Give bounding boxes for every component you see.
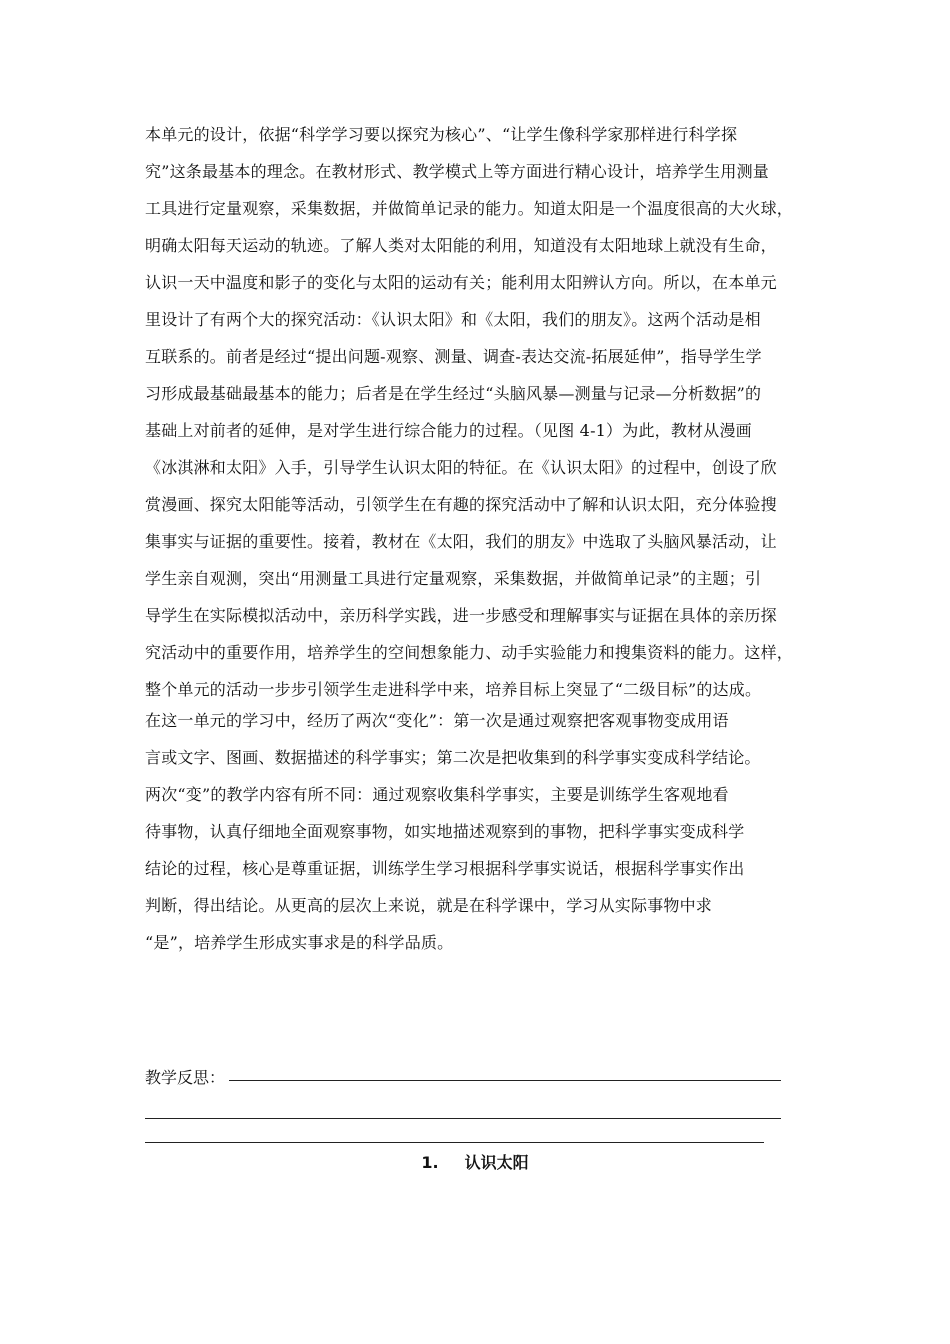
text-line: 整个单元的活动一步步引领学生走进科学中来，培养目标上突显了“二级目标”的达成。 bbox=[145, 680, 762, 699]
text-line: 工具进行定量观察，采集数据，并做简单记录的能力。知道太阳是一个温度很高的大火球， bbox=[145, 199, 794, 218]
reflection-blank-line bbox=[145, 1142, 764, 1143]
text-line: 里设计了有两个大的探究活动：《认识太阳》和《太阳，我们的朋友》。这两个活动是相 bbox=[145, 310, 761, 329]
text-line: “是”，培养学生形成实事求是的科学品质。 bbox=[145, 933, 454, 952]
text-line: 判断，得出结论。从更高的层次上来说，就是在科学课中，学习从实际事物中求 bbox=[145, 896, 713, 915]
text-line: 认识一天中温度和影子的变化与太阳的运动有关；能利用太阳辨认方向。所以，在本单元 bbox=[145, 273, 777, 292]
text-line: 结论的过程，核心是尊重证据，训练学生学习根据科学事实说话，根据科学事实作出 bbox=[145, 859, 745, 878]
text-line: 两次“变”的教学内容有所不同：通过观察收集科学事实，主要是训练学生客观地看 bbox=[145, 785, 729, 804]
text-line: 基础上对前者的延伸，是对学生进行综合能力的过程。（见图 4-1）为此，教材从漫画 bbox=[145, 421, 752, 440]
text-line: 待事物，认真仔细地全面观察事物，如实地描述观察到的事物，把科学事实变成科学 bbox=[145, 822, 745, 841]
reflection-blank-line bbox=[145, 1118, 781, 1119]
text-line: 赏漫画、探究太阳能等活动，引领学生在有趣的探究活动中了解和认识太阳，充分体验搜 bbox=[145, 495, 777, 514]
text-line: 导学生在实际模拟活动中，亲历科学实践，进一步感受和理解事实与证据在具体的亲历探 bbox=[145, 606, 777, 625]
text-line: 本单元的设计，依据“科学学习要以探究为核心”、“让学生像科学家那样进行科学探 bbox=[145, 125, 738, 144]
text-line: 究活动中的重要作用，培养学生的空间想象能力、动手实验能力和搜集资料的能力。这样， bbox=[145, 643, 794, 662]
text-line: 学生亲自观测，突出“用测量工具进行定量观察，采集数据，并做简单记录”的主题；引 bbox=[145, 569, 762, 588]
section-title-text: 认识太阳 bbox=[464, 1153, 529, 1172]
text-line: 《冰淇淋和太阳》入手，引导学生认识太阳的特征。在《认识太阳》的过程中，创设了欣 bbox=[145, 458, 777, 477]
text-line: 究”这条最基本的理念。在教材形式、教学模式上等方面进行精心设计，培养学生用测量 bbox=[145, 162, 769, 181]
reflection-label: 教学反思： bbox=[145, 1068, 226, 1087]
text-line: 集事实与证据的重要性。接着，教材在《太阳，我们的朋友》中选取了头脑风暴活动，让 bbox=[145, 532, 777, 551]
text-line: 在这一单元的学习中，经历了两次“变化”：第一次是通过观察把客观事物变成用语 bbox=[145, 711, 729, 730]
text-line: 言或文字、图画、数据描述的科学事实；第二次是把收集到的科学事实变成科学结论。 bbox=[145, 748, 761, 767]
section-heading bbox=[0, 1153, 950, 1173]
section-number: 1. bbox=[421, 1153, 439, 1172]
reflection-blank-line bbox=[229, 1080, 781, 1081]
text-line: 明确太阳每天运动的轨迹。了解人类对太阳能的利用，知道没有太阳地球上就没有生命， bbox=[145, 236, 777, 255]
text-line: 习形成最基础最基本的能力；后者是在学生经过“头脑风暴—测量与记录—分析数据”的 bbox=[145, 384, 762, 403]
text-line: 互联系的。前者是经过“提出问题-观察、测量、调查-表达交流-拓展延伸”，指导学生学 bbox=[145, 347, 762, 366]
